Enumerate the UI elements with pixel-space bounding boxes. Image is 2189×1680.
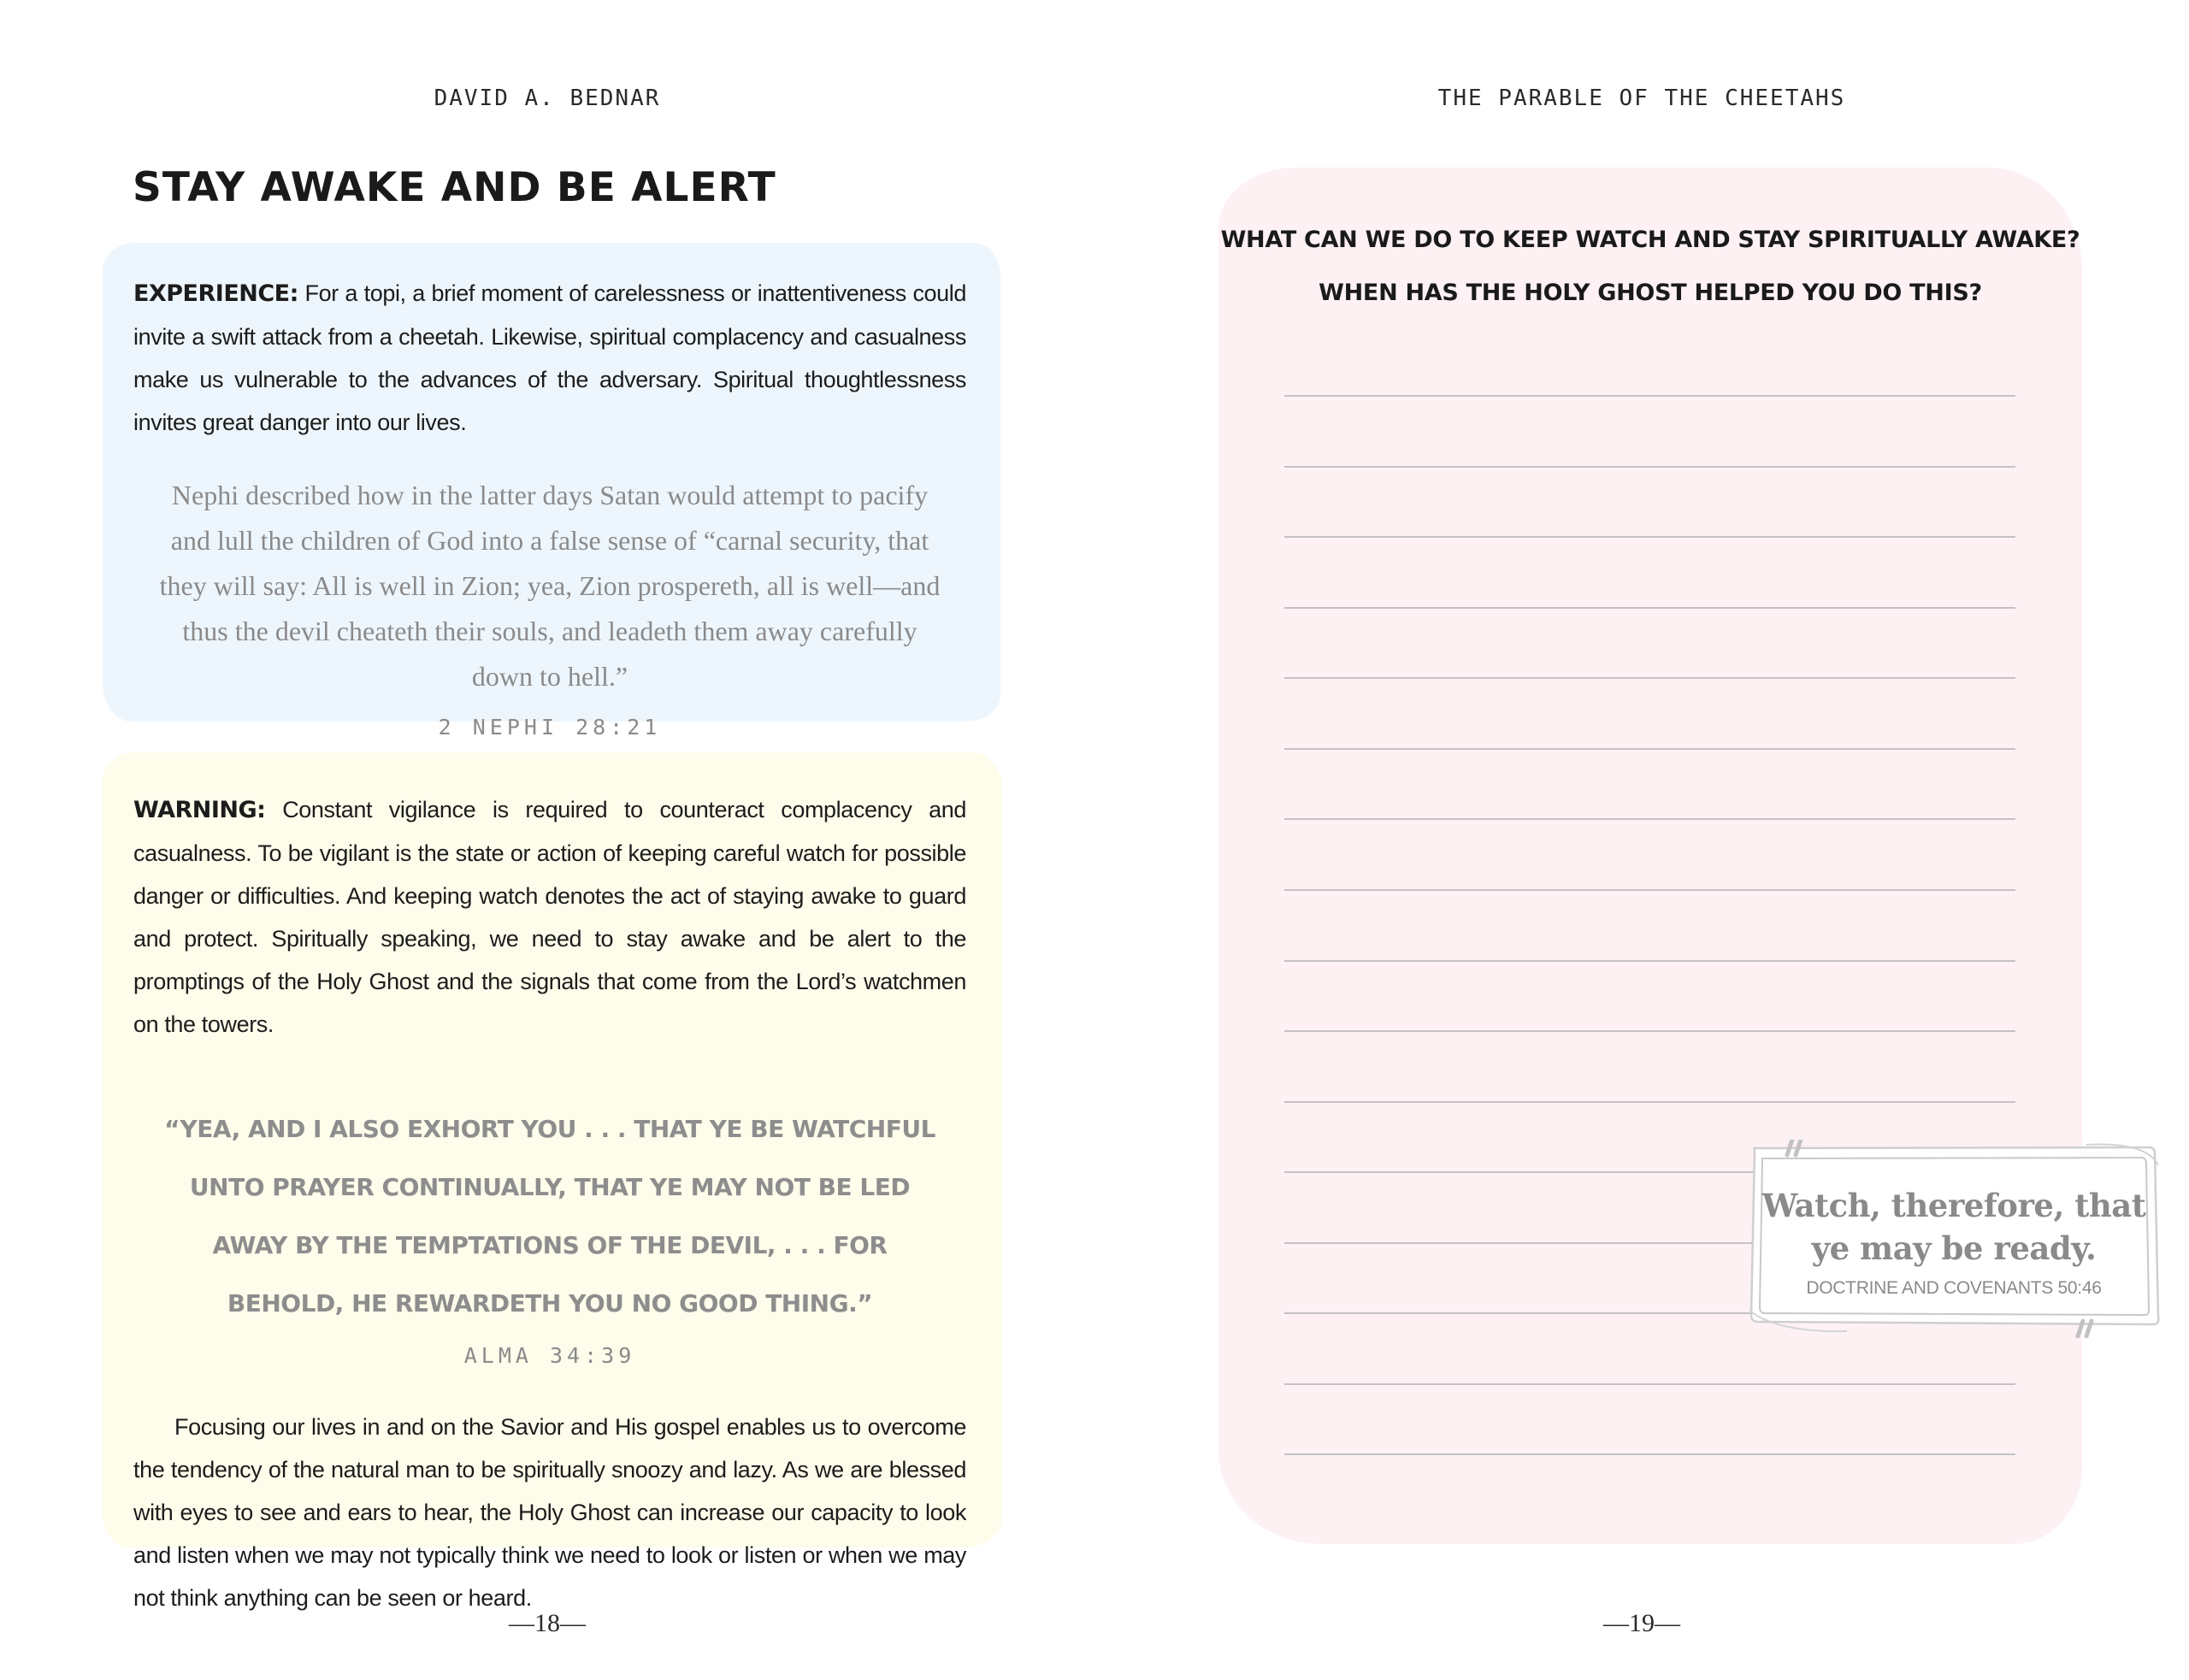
writing-line[interactable] bbox=[1284, 748, 2015, 750]
experience-quote: Nephi described how in the latter days Satan would attempt to pacify and lull the children of God into a false sense of “carnal security, that they will say: All is well in Zion; yea, Zion prospereth, all is well—and thus the devil cheateth their souls, and leadeth them away carefully down to hell.” bbox=[159, 480, 941, 692]
warning-panel bbox=[103, 752, 1002, 1611]
writing-line[interactable] bbox=[1284, 395, 2015, 397]
experience-panel bbox=[103, 243, 1000, 740]
writing-line[interactable] bbox=[1284, 1383, 2015, 1385]
writing-line[interactable] bbox=[1284, 1101, 2015, 1103]
experience-text: For a topi, a brief moment of carelessness or inattentiveness could invite a swift attack from a cheetah. Likewise, spiritual complacency and casualness make us vulnerable to the advances of the adversary. Spiritual thoughtlessness invites great danger into our lives. bbox=[133, 280, 966, 435]
left-page bbox=[0, 0, 1094, 1680]
closing-paragraph: Focusing our lives in and on the Savior and His gospel enables us to overcome the tendency of the natural man to be spiritually snoozy and lazy. As we are blessed with eyes to see and ears to hear, the Holy Ghost can increase our capacity to look and listen when we may not typically think we need to look or listen or when we may not think anything can be seen or heard. bbox=[133, 1414, 966, 1611]
writing-line[interactable] bbox=[1284, 536, 2015, 538]
writing-line[interactable] bbox=[1284, 818, 2015, 820]
callout-quote bbox=[1744, 1184, 2163, 1270]
writing-line[interactable] bbox=[1284, 960, 2015, 962]
experience-label: EXPERIENCE: bbox=[133, 280, 298, 307]
writing-line[interactable] bbox=[1284, 607, 2015, 609]
experience-reference: 2 NEPHI 28:21 bbox=[438, 715, 662, 740]
right-page bbox=[1094, 0, 2189, 1680]
callout-quote-line-2: ye may be ready. bbox=[1811, 1229, 2097, 1267]
journal-prompt bbox=[1218, 214, 2082, 320]
journal-prompt-line-1: WHAT CAN WE DO TO KEEP WATCH AND STAY SPIRITUALLY AWAKE? bbox=[1220, 227, 2080, 253]
experience-paragraph bbox=[133, 272, 966, 444]
warning-quote: “YEA, AND I ALSO EXHORT YOU . . . THAT YE BE WATCHFUL UNTO PRAYER CONTINUALLY, THAT YE MAY NOT BE LED AWAY BY THE TEMPTATIONS OF THE DEVIL, . . . FOR BEHOLD, HE REWARDETH YOU NO GOOD THING.” bbox=[164, 1115, 935, 1317]
warning-reference: ALMA 34:39 bbox=[463, 1343, 636, 1368]
scripture-callout bbox=[1744, 1140, 2163, 1338]
page-number-left: —18— bbox=[509, 1609, 586, 1637]
callout-reference: DOCTRINE AND COVENANTS 50:46 bbox=[1806, 1278, 2102, 1298]
page-number-right: —19— bbox=[1603, 1609, 1680, 1637]
writing-line[interactable] bbox=[1284, 466, 2015, 468]
callout-quote-line-1: Watch, therefore, that bbox=[1761, 1187, 2146, 1224]
writing-line[interactable] bbox=[1284, 889, 2015, 891]
running-head-author: DAVID A. BEDNAR bbox=[434, 85, 661, 111]
warning-text: Constant vigilance is required to counteract complacency and casualness. To be vigilant is the state or action of keeping careful watch for possible danger or difficulties. And keeping watch denotes the act of staying awake to guard and protect. Spiritually speaking, we need to stay awake and be alert to the promptings of the Holy Ghost and the signals that come from the Lord’s watchmen on the towers. bbox=[133, 797, 966, 1037]
running-head-book: THE PARABLE OF THE CHEETAHS bbox=[1437, 85, 1846, 111]
warning-paragraph bbox=[133, 788, 966, 1046]
warning-label: WARNING: bbox=[133, 797, 266, 823]
journal-prompt-line-2: WHEN HAS THE HOLY GHOST HELPED YOU DO THIS? bbox=[1319, 280, 1982, 306]
writing-line[interactable] bbox=[1284, 677, 2015, 679]
writing-line[interactable] bbox=[1284, 1030, 2015, 1032]
section-title: STAY AWAKE AND BE ALERT bbox=[133, 164, 776, 211]
writing-line[interactable] bbox=[1284, 1453, 2015, 1455]
